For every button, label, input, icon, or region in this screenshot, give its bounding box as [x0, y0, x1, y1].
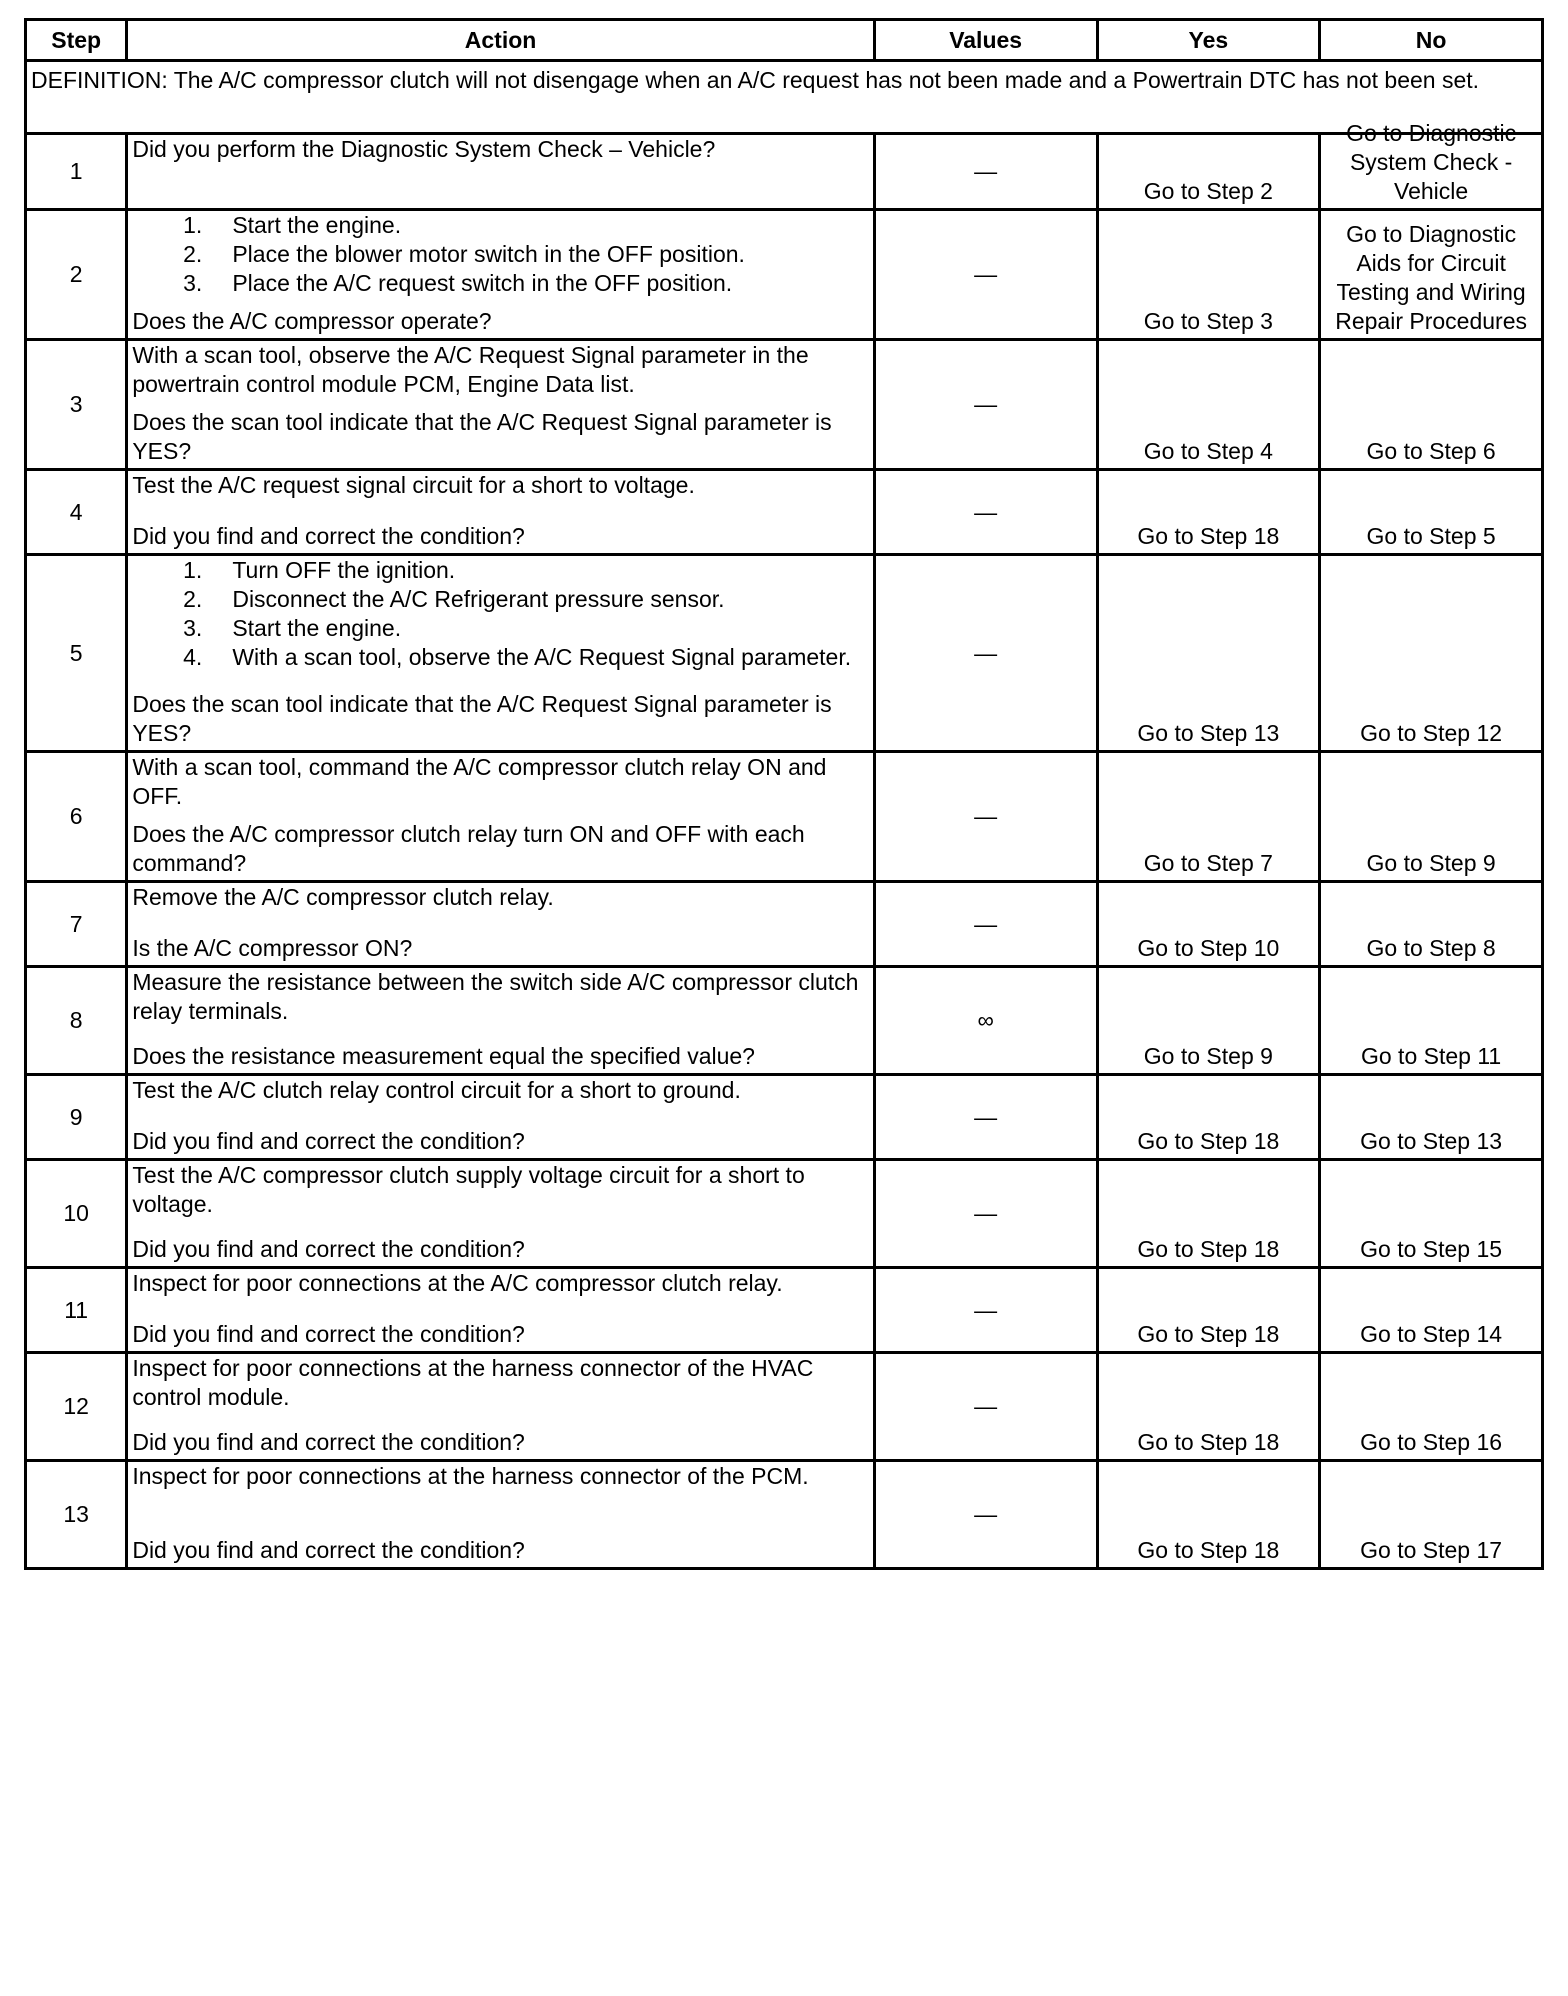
value-cell: — [874, 1461, 1097, 1569]
question-text: Did you perform the Diagnostic System Check – Vehicle? [132, 136, 716, 162]
no-result-cell [1320, 1075, 1543, 1160]
yes-result-cell [1097, 340, 1320, 470]
step-number: 13 [26, 1461, 127, 1569]
instruction-item [132, 883, 864, 912]
table-row [26, 1075, 1543, 1160]
action-cell [127, 1075, 874, 1160]
instruction-number: 3. [183, 270, 203, 296]
instruction-text: Remove the A/C compressor clutch relay. [132, 884, 554, 910]
instruction-list [132, 753, 864, 811]
action-cell [127, 752, 874, 882]
yes-result-text: Go to Step 4 [1143, 438, 1273, 464]
yes-result-cell [1097, 1461, 1320, 1569]
value-cell: — [874, 752, 1097, 882]
yes-result-cell [1097, 1268, 1320, 1353]
no-result-text: Go to Step 6 [1366, 438, 1496, 464]
yes-result-cell [1097, 882, 1320, 967]
header-values: Values [874, 20, 1097, 61]
header-action: Action [127, 20, 874, 61]
instruction-item [132, 1462, 864, 1491]
value-cell: — [874, 555, 1097, 752]
yes-result-text: Go to Step 9 [1143, 1043, 1273, 1069]
action-cell [127, 134, 874, 210]
no-result-cell [1320, 555, 1543, 752]
no-result-cell [1320, 470, 1543, 555]
question-text: Did you find and correct the condition? [132, 1128, 525, 1154]
table-row [26, 1268, 1543, 1353]
value-cell: — [874, 470, 1097, 555]
step-number: 1 [26, 134, 127, 210]
instruction-item [132, 471, 864, 500]
yes-result-cell [1097, 134, 1320, 210]
no-result-cell [1320, 210, 1543, 340]
no-result-cell [1320, 1461, 1543, 1569]
no-result-cell [1320, 882, 1543, 967]
header-no: No [1320, 20, 1543, 61]
instruction-text: Test the A/C compressor clutch supply voltage circuit for a short to voltage. [132, 1162, 805, 1217]
yes-result-cell [1097, 1075, 1320, 1160]
question-text: Is the A/C compressor ON? [132, 935, 413, 961]
no-result-cell [1320, 1353, 1543, 1461]
instruction-item [132, 968, 864, 1026]
yes-result-cell [1097, 752, 1320, 882]
yes-result-text: Go to Step 18 [1137, 1537, 1280, 1563]
instruction-number: 1. [183, 212, 203, 238]
instruction-item [132, 1354, 864, 1412]
instruction-list [132, 471, 864, 500]
table-body [26, 61, 1543, 1569]
table-row [26, 210, 1543, 340]
question-text: Does the scan tool indicate that the A/C Request Signal parameter is YES? [132, 691, 832, 746]
instruction-text: With a scan tool, observe the A/C Request Signal parameter. [232, 644, 852, 670]
no-result-text: Go to Step 14 [1360, 1321, 1503, 1347]
value-cell: — [874, 134, 1097, 210]
question-text: Did you find and correct the condition? [132, 1429, 525, 1455]
value-cell: ∞ [874, 967, 1097, 1075]
yes-result-cell [1097, 470, 1320, 555]
yes-result-text: Go to Step 2 [1143, 178, 1273, 204]
question-text: Did you find and correct the condition? [132, 1236, 525, 1262]
action-cell [127, 210, 874, 340]
action-cell [127, 1268, 874, 1353]
no-result-text: Go to Step 9 [1366, 850, 1496, 876]
action-cell [127, 1353, 874, 1461]
instruction-list [132, 341, 864, 399]
header-step: Step [26, 20, 127, 61]
action-cell [127, 470, 874, 555]
instruction-text: Test the A/C request signal circuit for a short to voltage. [132, 472, 695, 498]
instruction-text: Measure the resistance between the switch side A/C compressor clutch relay terminals. [132, 969, 859, 1024]
definition-text: DEFINITION: The A/C compressor clutch will not disengage when an A/C request has not been made and a Powertrain DTC has not been set. [26, 61, 1543, 134]
instruction-number: 2. [183, 586, 203, 612]
action-cell [127, 340, 874, 470]
value-cell: — [874, 340, 1097, 470]
no-result-text: Go to Step 17 [1360, 1537, 1503, 1563]
table-row [26, 882, 1543, 967]
definition-row [26, 61, 1543, 134]
no-result-text: Go to Step 16 [1360, 1429, 1503, 1455]
step-number: 7 [26, 882, 127, 967]
question-text: Did you find and correct the condition? [132, 1321, 525, 1347]
yes-result-text: Go to Step 3 [1143, 308, 1273, 334]
no-result-text: Go to Step 15 [1360, 1236, 1503, 1262]
table-row [26, 1461, 1543, 1569]
step-number: 5 [26, 555, 127, 752]
instruction-number: 3. [183, 615, 203, 641]
instruction-text: With a scan tool, command the A/C compressor clutch relay ON and OFF. [132, 754, 827, 809]
yes-result-text: Go to Step 10 [1137, 935, 1280, 961]
value-cell: — [874, 882, 1097, 967]
instruction-text: With a scan tool, observe the A/C Request Signal parameter in the powertrain control module PCM, Engine Data list. [132, 342, 809, 397]
yes-result-text: Go to Step 18 [1137, 1429, 1280, 1455]
instruction-text: Test the A/C clutch relay control circuit for a short to ground. [132, 1077, 741, 1103]
no-result-cell [1320, 120, 1543, 210]
instruction-item [132, 269, 864, 298]
no-result-cell [1320, 752, 1543, 882]
table-row [26, 555, 1543, 752]
table-row [26, 1160, 1543, 1268]
instruction-number: 4. [183, 644, 203, 670]
instruction-item [132, 585, 864, 614]
step-number: 4 [26, 470, 127, 555]
value-cell: — [874, 1075, 1097, 1160]
step-number: 9 [26, 1075, 127, 1160]
step-number: 10 [26, 1160, 127, 1268]
yes-result-text: Go to Step 7 [1143, 850, 1273, 876]
yes-result-text: Go to Step 18 [1137, 1321, 1280, 1347]
instruction-list [132, 211, 864, 298]
instruction-text: Inspect for poor connections at the harness connector of the HVAC control module. [132, 1355, 814, 1410]
instruction-list [132, 883, 864, 912]
instruction-text: Turn OFF the ignition. [232, 557, 456, 583]
value-cell: — [874, 210, 1097, 340]
no-result-cell [1320, 1160, 1543, 1268]
instruction-list [132, 1354, 864, 1412]
instruction-text: Inspect for poor connections at the harness connector of the PCM. [132, 1463, 809, 1489]
question-text: Does the resistance measurement equal the specified value? [132, 1043, 755, 1069]
value-cell: — [874, 1268, 1097, 1353]
no-result-text: Go to Step 12 [1360, 720, 1503, 746]
table-row [26, 752, 1543, 882]
instruction-item [132, 1269, 864, 1298]
no-result-text: Go to Step 8 [1366, 935, 1496, 961]
step-number: 3 [26, 340, 127, 470]
yes-result-text: Go to Step 13 [1137, 720, 1280, 746]
no-result-cell [1320, 340, 1543, 470]
action-cell [127, 1461, 874, 1569]
action-cell [127, 555, 874, 752]
question-text: Did you find and correct the condition? [132, 1537, 525, 1563]
value-cell: — [874, 1353, 1097, 1461]
instruction-item [132, 1076, 864, 1105]
instruction-text: Start the engine. [232, 212, 402, 238]
instruction-item [132, 341, 864, 399]
instruction-item [132, 556, 864, 585]
action-cell [127, 967, 874, 1075]
step-number: 11 [26, 1268, 127, 1353]
no-result-text: Go to Diagnostic Aids for Circuit Testing and Wiring Repair Procedures [1335, 221, 1527, 334]
instruction-item [132, 211, 864, 240]
instruction-text: Start the engine. [232, 615, 402, 641]
question-text: Did you find and correct the condition? [132, 523, 525, 549]
step-number: 6 [26, 752, 127, 882]
instruction-number: 1. [183, 557, 203, 583]
instruction-list [132, 1462, 864, 1491]
table-row [26, 967, 1543, 1075]
no-result-cell [1320, 967, 1543, 1075]
no-result-text: Go to Step 5 [1366, 523, 1496, 549]
yes-result-cell [1097, 210, 1320, 340]
instruction-item [132, 240, 864, 269]
instruction-list [132, 1269, 864, 1298]
instruction-text: Inspect for poor connections at the A/C compressor clutch relay. [132, 1270, 783, 1296]
table-row [26, 340, 1543, 470]
instruction-number: 2. [183, 241, 203, 267]
yes-result-cell [1097, 555, 1320, 752]
yes-result-cell [1097, 1160, 1320, 1268]
yes-result-text: Go to Step 18 [1137, 1236, 1280, 1262]
instruction-item [132, 614, 864, 643]
table-row [26, 134, 1543, 210]
step-number: 12 [26, 1353, 127, 1461]
step-number: 2 [26, 210, 127, 340]
action-cell [127, 882, 874, 967]
yes-result-text: Go to Step 18 [1137, 523, 1280, 549]
table-header [26, 20, 1543, 61]
header-yes: Yes [1097, 20, 1320, 61]
table-row [26, 1353, 1543, 1461]
instruction-list [132, 1161, 864, 1219]
step-number: 8 [26, 967, 127, 1075]
yes-result-cell [1097, 1353, 1320, 1461]
instruction-text: Disconnect the A/C Refrigerant pressure sensor. [232, 586, 725, 612]
header-row [26, 20, 1543, 61]
no-result-text: Go to Step 13 [1360, 1128, 1503, 1154]
instruction-item [132, 753, 864, 811]
question-text: Does the A/C compressor operate? [132, 308, 492, 334]
question-text: Does the scan tool indicate that the A/C Request Signal parameter is YES? [132, 409, 832, 464]
question-text: Does the A/C compressor clutch relay turn ON and OFF with each command? [132, 821, 805, 876]
instruction-item [132, 643, 864, 672]
instruction-text: Place the A/C request switch in the OFF position. [232, 270, 733, 296]
instruction-item [132, 1161, 864, 1219]
value-cell: — [874, 1160, 1097, 1268]
yes-result-text: Go to Step 18 [1137, 1128, 1280, 1154]
action-cell [127, 1160, 874, 1268]
yes-result-cell [1097, 967, 1320, 1075]
instruction-text: Place the blower motor switch in the OFF position. [232, 241, 745, 267]
no-result-cell [1320, 1268, 1543, 1353]
instruction-list [132, 968, 864, 1026]
instruction-list [132, 556, 864, 672]
instruction-list [132, 1076, 864, 1105]
no-result-text: Go to Diagnostic System Check - Vehicle [1346, 120, 1517, 204]
no-result-text: Go to Step 11 [1360, 1043, 1502, 1069]
table-row [26, 470, 1543, 555]
diagnostic-table [24, 18, 1544, 1570]
